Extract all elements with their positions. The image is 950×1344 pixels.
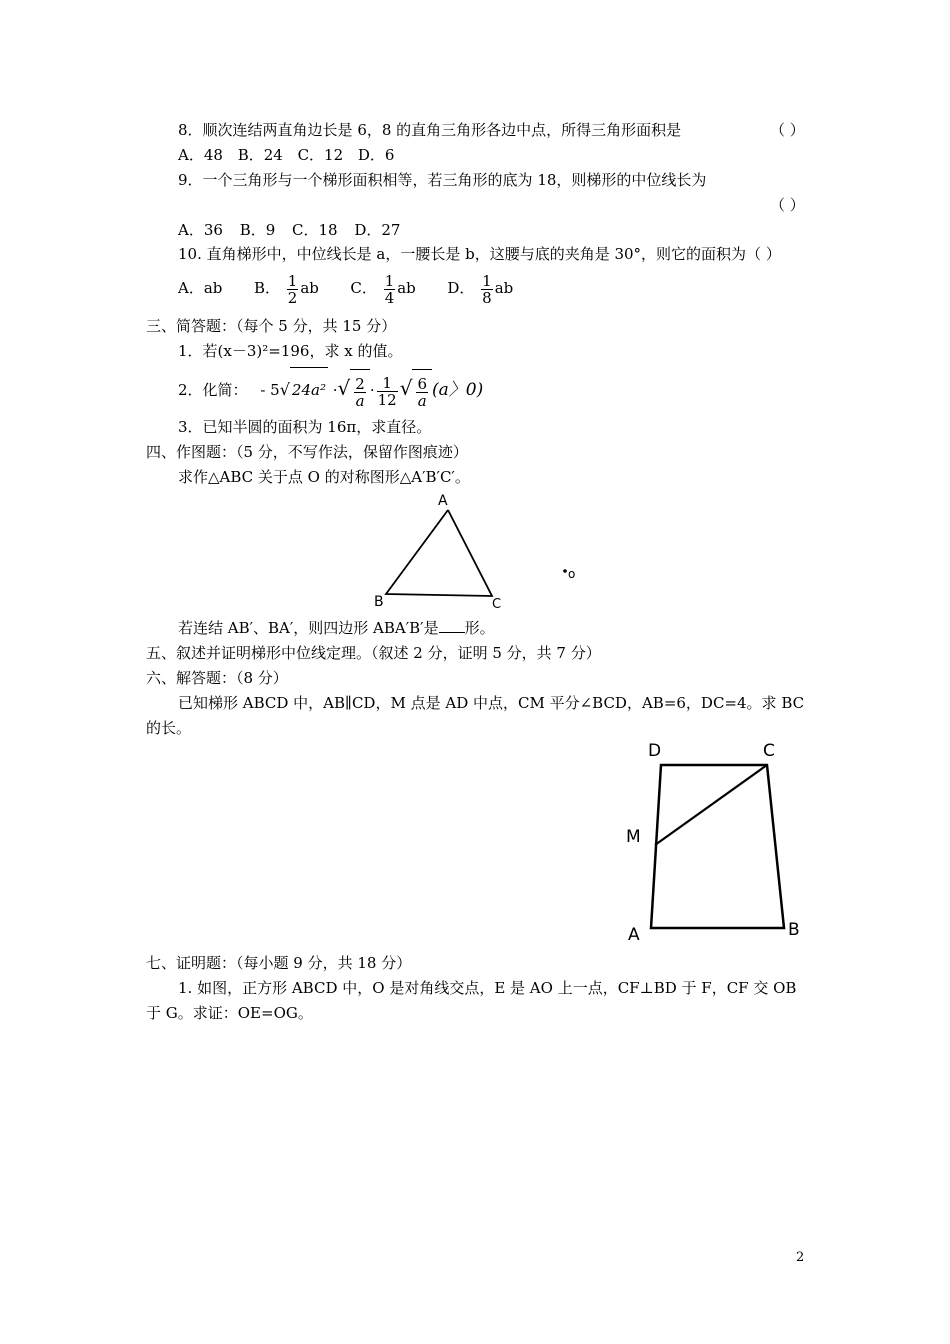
label-a: A (438, 493, 448, 509)
s3-q1: 1．若(x－3)²=196，求 x 的值。 (178, 342, 403, 360)
label-b: B (788, 920, 800, 940)
s6-text-line1: 已知梯形 ABCD 中，AB∥CD，M 点是 AD 中点，CM 平分∠BCD，AB=6，DC=4。求 BC (178, 694, 805, 712)
q8-text: 8．顺次连结两直角边长是 6，8 的直角三角形各边中点，所得三角形面积是 (178, 121, 682, 139)
q10-option-a: A．ab (178, 279, 223, 297)
label-c: C (763, 741, 775, 761)
label-m: M (626, 827, 641, 847)
q10-option-b-label: B． (253, 279, 280, 297)
point-o (563, 569, 567, 573)
s7-q1-line1: 1. 如图，正方形 ABCD 中，O 是对角线交点，E 是 AO 上一点，CF⊥BD 于 F，CF 交 OB (178, 979, 797, 997)
section-3-title: 三、简答题：（每个 5 分，共 15 分） (146, 317, 397, 335)
s4-followup: 若连结 AB′、BA′，则四边形 ABA′B′是 形。 (178, 619, 495, 637)
fraction-one-quarter: $\frac{1}{4}$ (384, 271, 395, 307)
q10-option-c-label: C． (350, 279, 377, 297)
q10-options: A．ab B． $\frac{1}{2}$ ab C． $\frac{1}{4}$ ab D． $\frac{1}{8}$ ab (178, 271, 514, 307)
q9-answer-paren: （ ） (770, 196, 805, 214)
fraction-one-half: $\frac{1}{2}$ (287, 271, 298, 307)
triangle-abc (386, 510, 492, 596)
s4-task: 求作△ABC 关于点 O 的对称图形△A′B′C′。 (178, 468, 470, 486)
trapezoid-abcd-figure (620, 730, 820, 945)
label-b: B (374, 594, 384, 610)
section-7-title: 七、证明题：（每小题 9 分，共 18 分） (146, 954, 412, 972)
q9-options: A．36 B．9 C．18 D．27 (178, 221, 401, 239)
section-4-title: 四、作图题：（5 分，不写作法，保留作图痕迹） (146, 443, 468, 461)
s7-q1-line2: 于 G。求证：OE=OG。 (146, 1004, 313, 1022)
triangle-abc-figure (360, 488, 600, 614)
label-o: o (568, 567, 576, 581)
q8-options: A．48 B．24 C．12 D．6 (178, 146, 395, 164)
page-number: 2 (796, 1250, 805, 1265)
trapezoid-abcd (651, 765, 784, 928)
s3-q2: 2．化简： - 5√ 24a² ·√ $\frac{2}{a}$ · $\frac{1}{12}$ √ $\frac{6}{a}$ (a〉0) (178, 366, 483, 414)
s3-q3: 3．已知半圆的面积为 16π，求直径。 (178, 418, 432, 436)
section-5-title: 五、叙述并证明梯形中位线定理。（叙述 2 分，证明 5 分，共 7 分） (146, 644, 601, 662)
label-d: D (648, 741, 662, 761)
q10-option-d-label: D． (447, 279, 475, 297)
label-c: C (492, 597, 502, 612)
label-a: A (628, 925, 640, 945)
answer-blank (439, 618, 465, 633)
s6-text-line2: 的长。 (146, 719, 192, 737)
section-6-title: 六、解答题：（8 分） (146, 669, 288, 687)
segment-mc (655, 765, 767, 845)
q8-answer-paren: （ ） (770, 121, 805, 139)
fraction-one-eighth: $\frac{1}{8}$ (482, 271, 492, 307)
q9-text: 9．一个三角形与一个梯形面积相等，若三角形的底为 18，则梯形的中位线长为 (178, 171, 707, 189)
q10-text: 10. 直角梯形中，中位线长是 a，一腰长是 b，这腰与底的夹角是 30°，则它的面积为（ ） (178, 245, 781, 263)
